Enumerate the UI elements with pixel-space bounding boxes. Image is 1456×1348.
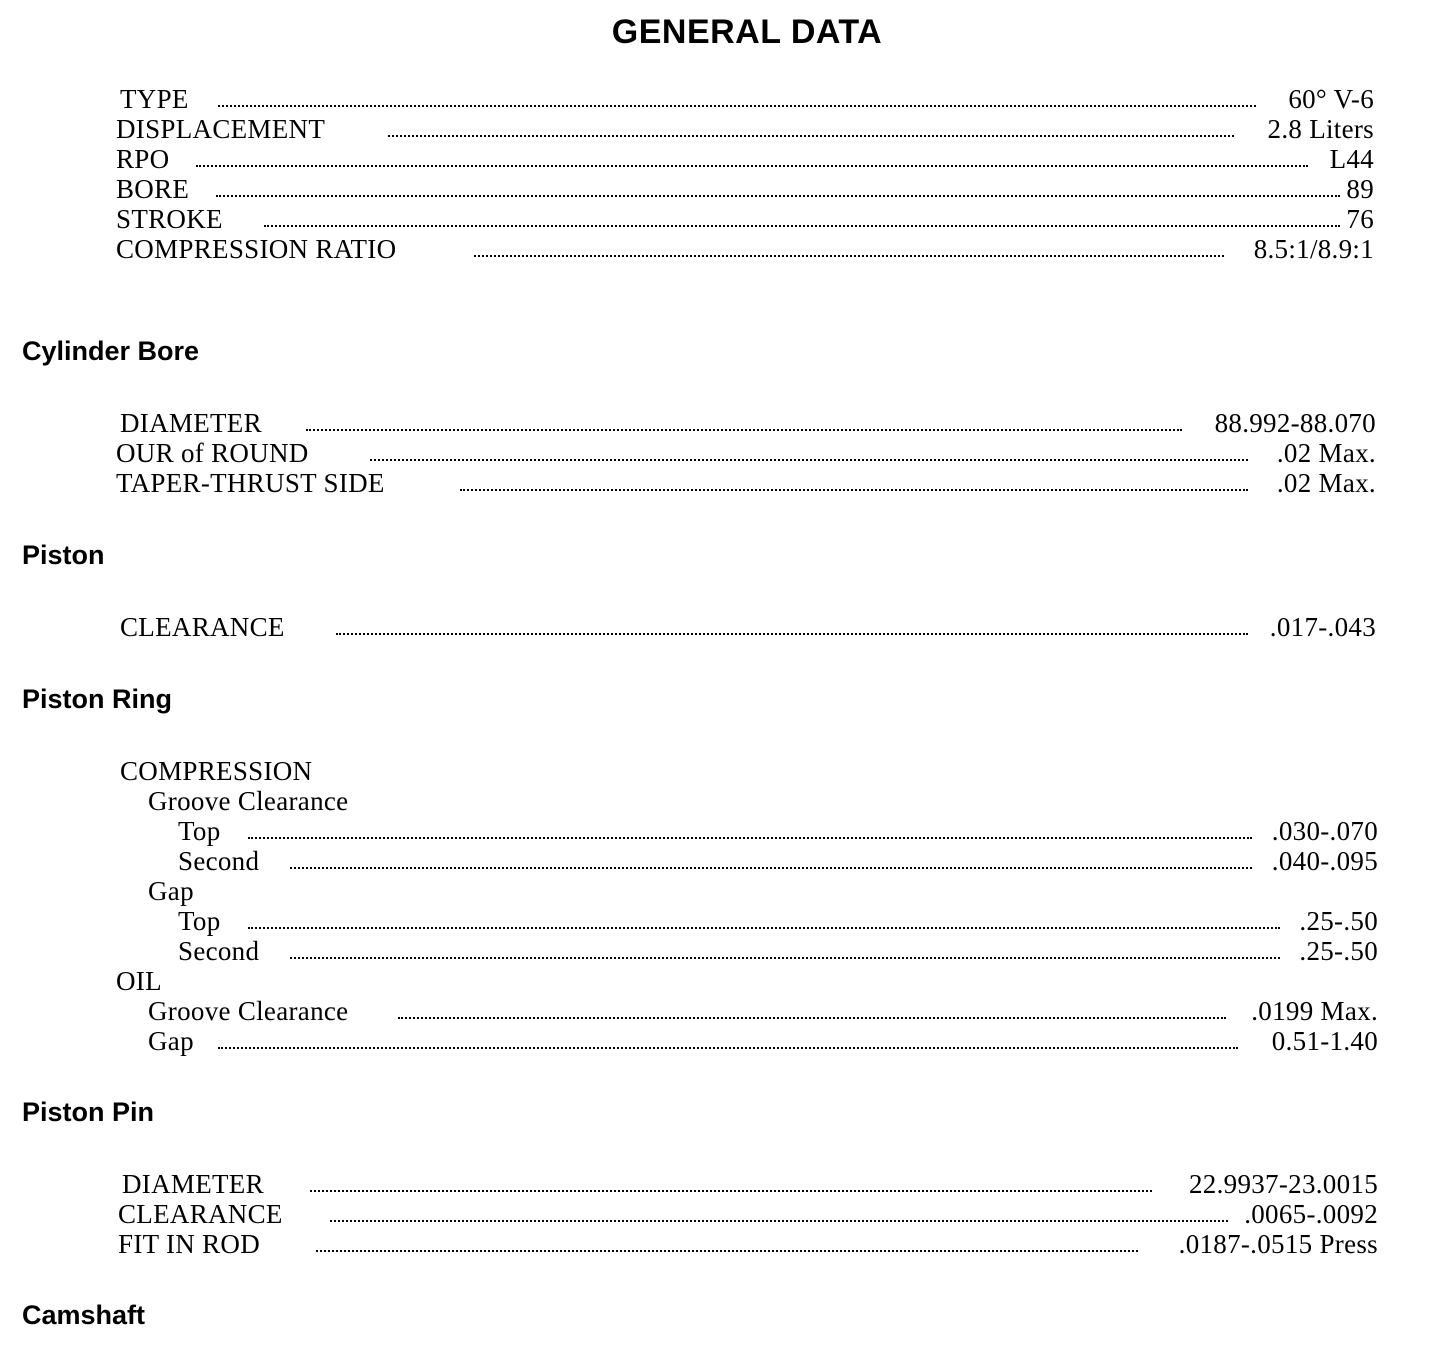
leader-dots — [218, 1026, 1238, 1056]
spec-label: COMPRESSION — [120, 756, 313, 786]
cylinder-bore-list — [0, 408, 1456, 498]
spec-row — [0, 468, 1456, 498]
spec-row-type — [0, 84, 1456, 114]
spec-value: .0199 Max. — [1251, 996, 1378, 1026]
leader-dots — [336, 612, 1248, 642]
leader-dots — [216, 174, 1340, 204]
spec-label: COMPRESSION RATIO — [116, 234, 397, 264]
spec-value: L44 — [1329, 144, 1374, 174]
spec-value: .02 Max. — [1276, 438, 1376, 468]
spec-label: RPO — [116, 144, 170, 174]
spec-row — [0, 408, 1456, 438]
leader-dots — [460, 468, 1248, 498]
leader-dots — [330, 1199, 1228, 1229]
spec-label: Gap — [148, 1026, 194, 1056]
leader-dots — [310, 1169, 1152, 1199]
leader-dots — [474, 234, 1224, 264]
spec-label: BORE — [116, 174, 190, 204]
spec-value: .25-.50 — [1299, 936, 1378, 966]
spec-row — [0, 936, 1456, 966]
section-heading-cylinder-bore: Cylinder Bore — [22, 336, 200, 366]
spec-row — [0, 612, 1456, 642]
spec-value: 76 — [1346, 204, 1374, 234]
leader-dots — [306, 408, 1182, 438]
spec-label: STROKE — [116, 204, 223, 234]
spec-label: CLEARANCE — [118, 1199, 283, 1229]
spec-row — [0, 996, 1456, 1026]
leader-dots — [290, 846, 1252, 876]
spec-row — [0, 1229, 1456, 1259]
spec-label: Gap — [148, 876, 194, 906]
section-heading-piston-pin: Piston Pin — [22, 1097, 155, 1127]
section-heading-piston: Piston — [22, 540, 105, 570]
leader-dots — [248, 816, 1252, 846]
leader-dots — [370, 438, 1248, 468]
general-data-list — [0, 84, 1456, 264]
piston-pin-list — [0, 1169, 1456, 1259]
spec-row-rpo — [0, 144, 1456, 174]
section-heading-piston-ring: Piston Ring — [22, 684, 172, 714]
leader-dots — [264, 204, 1340, 234]
spec-label: Second — [178, 936, 260, 966]
spec-label: FIT IN ROD — [118, 1229, 261, 1259]
spec-label: Groove Clearance — [148, 996, 349, 1026]
spec-value: .0187-.0515 Press — [1178, 1229, 1378, 1259]
leader-dots — [218, 84, 1256, 114]
spec-row — [0, 966, 1456, 996]
spec-row — [0, 786, 1456, 816]
spec-value: .0065-.0092 — [1244, 1199, 1378, 1229]
spec-row — [0, 438, 1456, 468]
spec-row-displacement — [0, 114, 1456, 144]
spec-value: 8.5:1/8.9:1 — [1253, 234, 1374, 264]
spec-row — [0, 1169, 1456, 1199]
spec-label: Second — [178, 846, 260, 876]
spec-value: 89 — [1346, 174, 1374, 204]
leader-dots — [248, 906, 1280, 936]
leader-dots — [290, 936, 1280, 966]
spec-label: TAPER-THRUST SIDE — [116, 468, 385, 498]
spec-value: .02 Max. — [1276, 468, 1376, 498]
spec-row — [0, 1026, 1456, 1056]
spec-row — [0, 846, 1456, 876]
spec-label: DIAMETER — [122, 1169, 264, 1199]
spec-value: 60° V-6 — [1288, 84, 1374, 114]
spec-label: OIL — [116, 966, 162, 996]
leader-dots — [196, 144, 1308, 174]
spec-value: .017-.043 — [1269, 612, 1376, 642]
spec-row — [0, 876, 1456, 906]
spec-value: 22.9937-23.0015 — [1189, 1169, 1378, 1199]
spec-label: Top — [178, 816, 221, 846]
spec-row — [0, 816, 1456, 846]
section-heading-camshaft: Camshaft — [22, 1300, 146, 1330]
spec-row-stroke — [0, 204, 1456, 234]
spec-value: .040-.095 — [1271, 846, 1378, 876]
spec-value: 2.8 Liters — [1267, 114, 1374, 144]
piston-ring-list — [0, 756, 1456, 1056]
spec-row-compression-ratio — [0, 234, 1456, 264]
spec-value: 88.992-88.070 — [1214, 408, 1376, 438]
spec-row — [0, 1199, 1456, 1229]
spec-row-bore — [0, 174, 1456, 204]
spec-value: 0.51-1.40 — [1271, 1026, 1378, 1056]
spec-label: DISPLACEMENT — [116, 114, 326, 144]
spec-label: CLEARANCE — [120, 612, 285, 642]
page-title: GENERAL DATA — [611, 13, 883, 51]
spec-row — [0, 906, 1456, 936]
piston-list — [0, 612, 1456, 642]
spec-value: .25-.50 — [1299, 906, 1378, 936]
spec-label: Top — [178, 906, 221, 936]
spec-label: TYPE — [120, 84, 189, 114]
spec-label: OUR of ROUND — [116, 438, 309, 468]
spec-label: DIAMETER — [120, 408, 262, 438]
leader-dots — [398, 996, 1226, 1026]
spec-label: Groove Clearance — [148, 786, 349, 816]
leader-dots — [316, 1229, 1138, 1259]
spec-value: .030-.070 — [1271, 816, 1378, 846]
spec-row — [0, 756, 1456, 786]
leader-dots — [388, 114, 1234, 144]
